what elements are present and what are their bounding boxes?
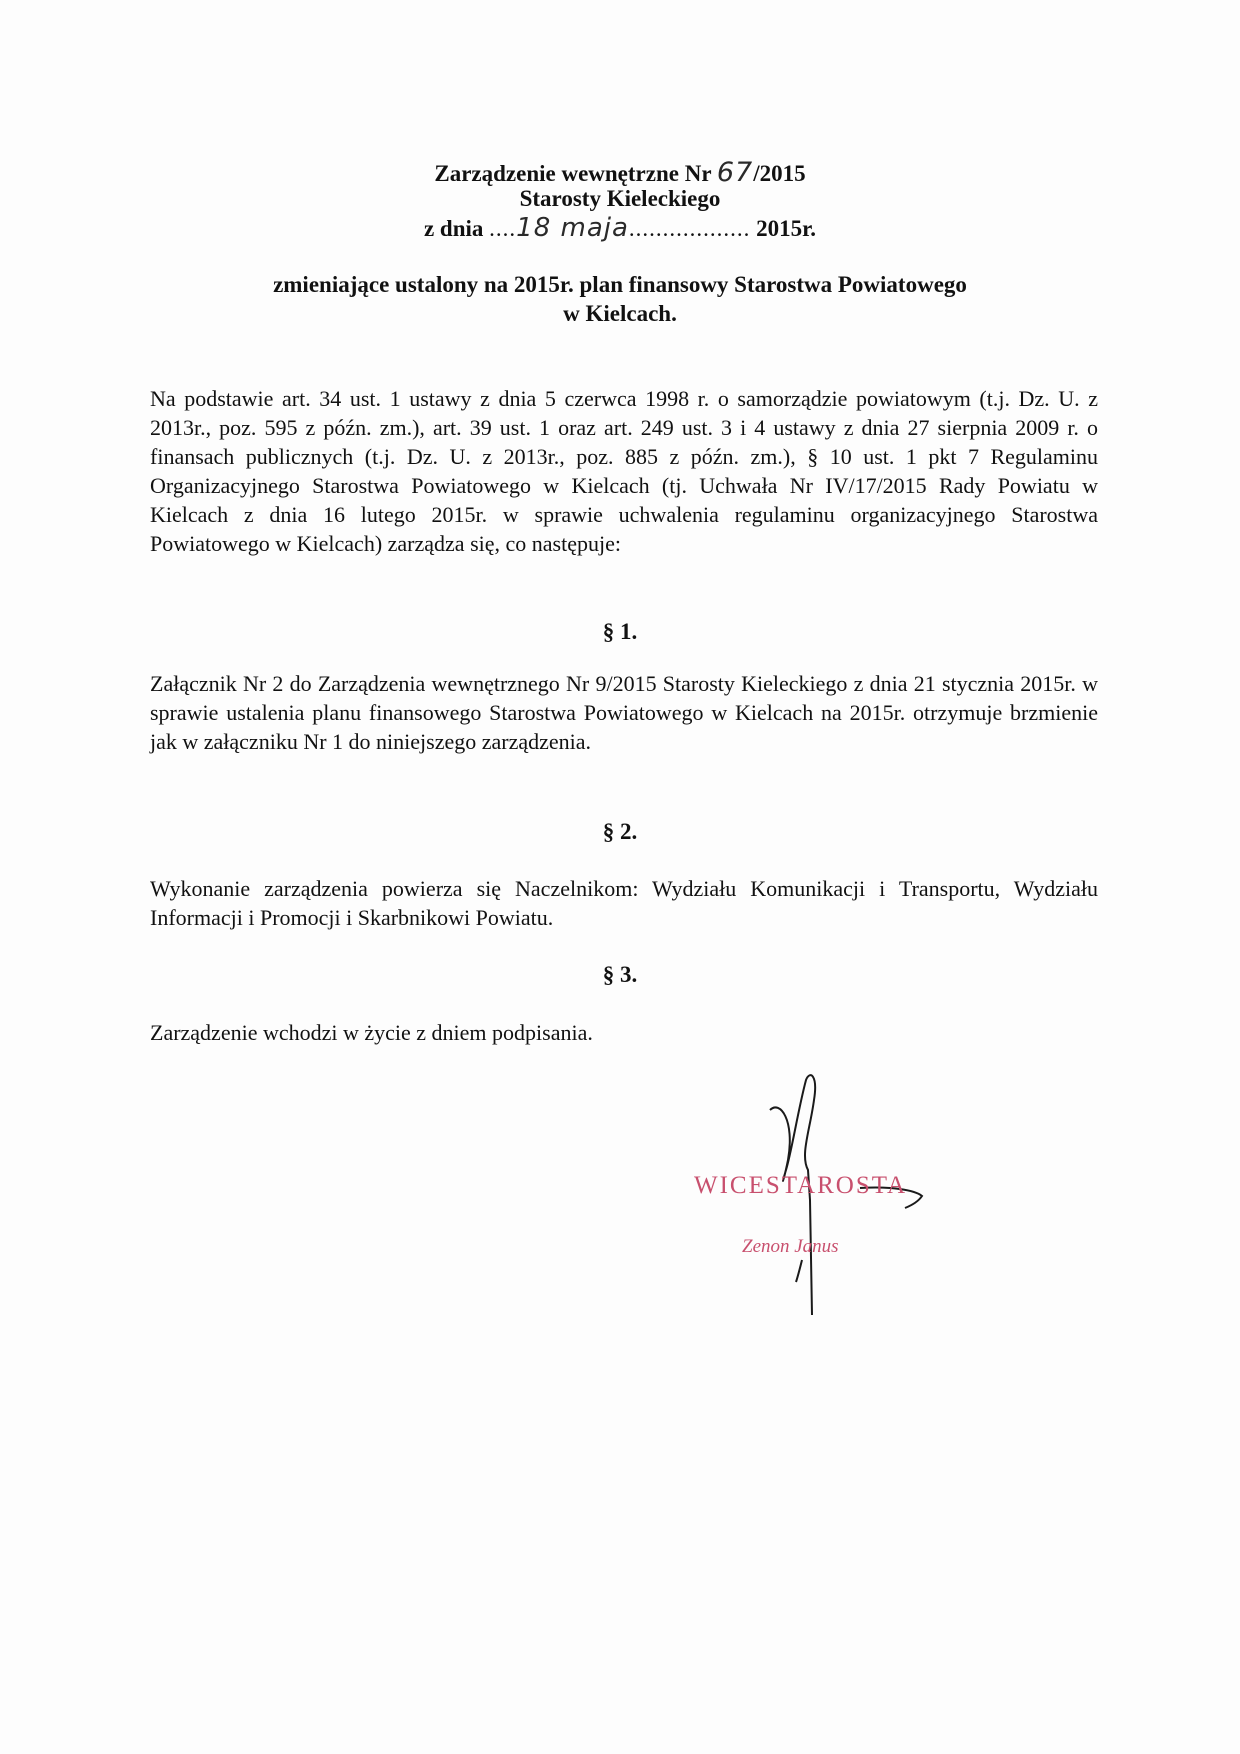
section-3-heading: § 3. [602, 962, 638, 987]
legal-basis-paragraph: Na podstawie art. 34 ust. 1 ustawy z dnia 5 czerwca 1998 r. o samorządzie powiatowym (t.j. Dz. U. z 2013r., poz. 595 z późn. zm.), art. 39 ust. 1 oraz art. 249 ust. 3 i 4 ustawy z dnia 27 sierpnia 2009 r. o finansach publicznych (t.j. Dz. U. z 2013r., poz. 885 z późn. zm.), § 10 ust. 1 pkt 7 Regulaminu Organizacyjnego Starostwa Powiatowego w Kielcach (tj. Uchwała Nr IV/17/2015 Rady Powiatu w Kielcach z dnia 16 lutego 2015r. w sprawie uchwalenia regulaminu organizacyjnego Starostwa Powiatowego w Kielcach) zarządza się, co następuje: [150, 386, 1098, 556]
issuer: Starosty Kieleckiego [519, 186, 721, 211]
date-dots-left: .... [489, 216, 517, 241]
handwritten-signature [740, 1070, 940, 1330]
document-date [0, 213, 1240, 243]
title-suffix: /2015 [753, 161, 806, 186]
stamp-name: Zenon Janus [742, 1236, 839, 1257]
section-2-heading: § 2. [602, 819, 638, 844]
section-3-text: Zarządzenie wchodzi w życie z dniem podpisania. [150, 1020, 593, 1045]
date-dots-right: .................. [628, 216, 751, 241]
section-1-text: Załącznik Nr 2 do Zarządzenia wewnętrznego Nr 9/2015 Starosty Kieleckiego z dnia 21 stycznia 2015r. w sprawie ustalenia planu finansowego Starostwa Powiatowego w Kielcach na 2015r. otrzymuje brzmienie jak w załączniku Nr 1 do niniejszego zarządzenia. [150, 671, 1098, 754]
title-prefix: Zarządzenie wewnętrzne Nr [434, 161, 712, 186]
document-title [0, 157, 1240, 188]
section-2-text: Wykonanie zarządzenia powierza się Naczelnikom: Wydziału Komunikacji i Transportu, Wydziału Informacji i Promocji i Skarbnikowi Powiatu. [150, 876, 1098, 930]
handwritten-number: 67 [716, 157, 754, 188]
stamp-title: WICESTAROSTA [694, 1172, 908, 1199]
handwritten-date: 18 maja [516, 213, 629, 243]
subject-line-2: w Kielcach. [563, 301, 677, 326]
date-suffix: 2015r. [756, 216, 817, 241]
subject-line-1: zmieniające ustalony na 2015r. plan finansowy Starostwa Powiatowego [273, 272, 967, 297]
section-1-heading: § 1. [602, 619, 638, 644]
date-prefix: z dnia [423, 216, 484, 241]
